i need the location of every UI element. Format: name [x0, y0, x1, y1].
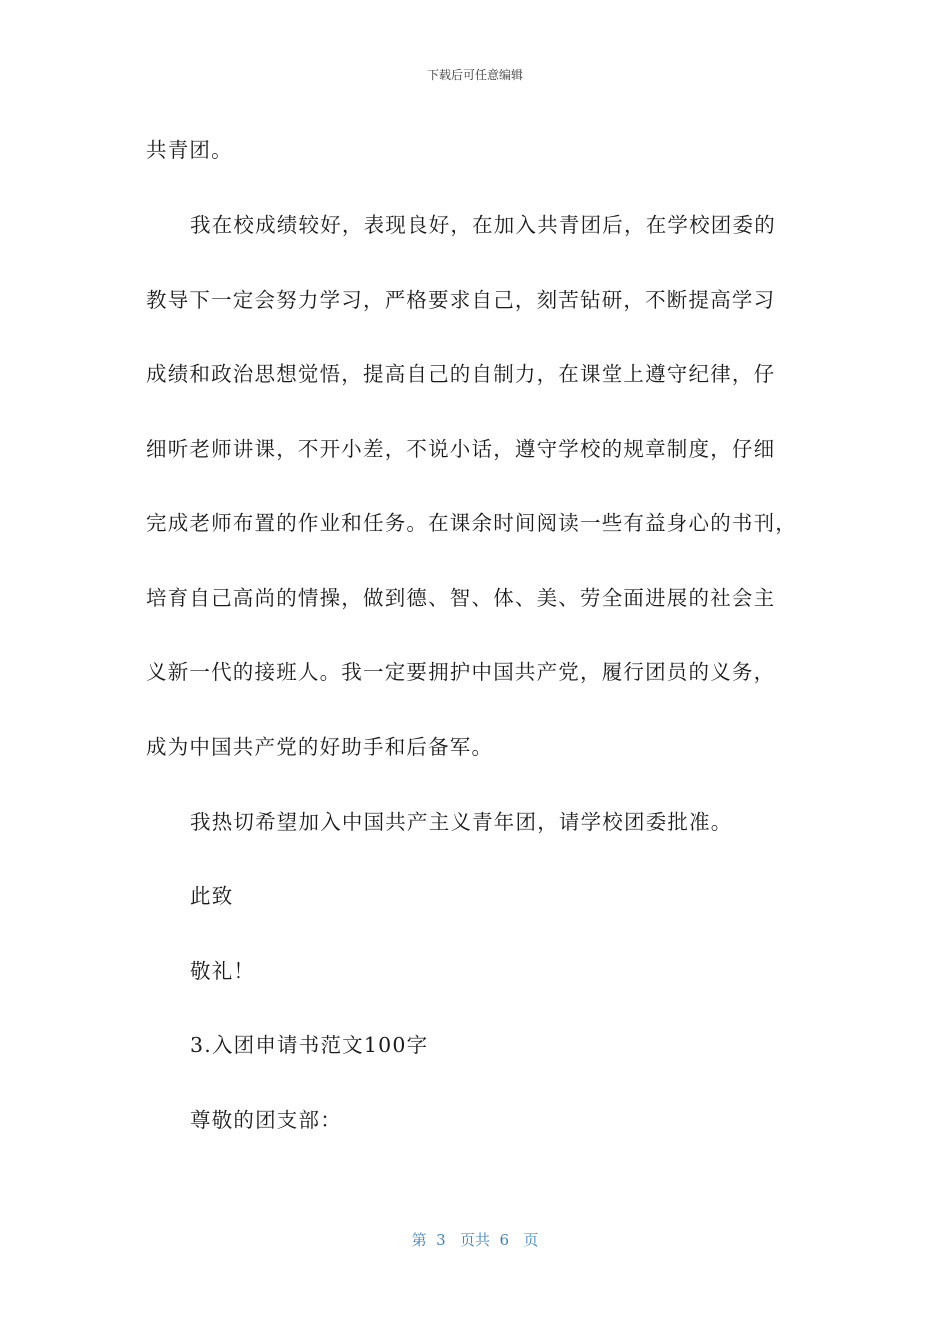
paragraph-line: 成绩和政治思想觉悟，提高自己的自制力，在课堂上遵守纪律，仔	[146, 362, 776, 386]
paragraph-line: 义新一代的接班人。我一定要拥护中国共产党，履行团员的义务，	[146, 660, 776, 684]
paragraph-line: 教导下一定会努力学习，严格要求自己，刻苦钻研，不断提高学习	[146, 288, 776, 312]
section-heading: 3.入团申请书范文100字	[190, 1033, 429, 1057]
closing-regards: 敬礼！	[190, 959, 256, 983]
closing-salutation: 此致	[190, 884, 234, 908]
page-header: 下载后可任意编辑	[426, 68, 523, 82]
paragraph-line: 细听老师讲课，不开小差，不说小话，遵守学校的规章制度，仔细	[146, 437, 776, 461]
paragraph-line: 共青团。	[146, 138, 233, 162]
paragraph-line: 培育自己高尚的情操，做到德、智、体、美、劳全面进展的社会主	[146, 586, 776, 610]
paragraph-line: 完成老师布置的作业和任务。在课余时间阅读一些有益身心的书刊，	[146, 511, 797, 535]
letter-greeting: 尊敬的团支部：	[190, 1108, 342, 1132]
page-number-footer: 第 3 页共 6 页	[411, 1231, 539, 1249]
paragraph-line: 我热切希望加入中国共产主义青年团，请学校团委批准。	[190, 810, 733, 834]
paragraph-line: 我在校成绩较好，表现良好，在加入共青团后，在学校团委的	[190, 213, 776, 237]
paragraph-line: 成为中国共产党的好助手和后备军。	[146, 735, 494, 759]
